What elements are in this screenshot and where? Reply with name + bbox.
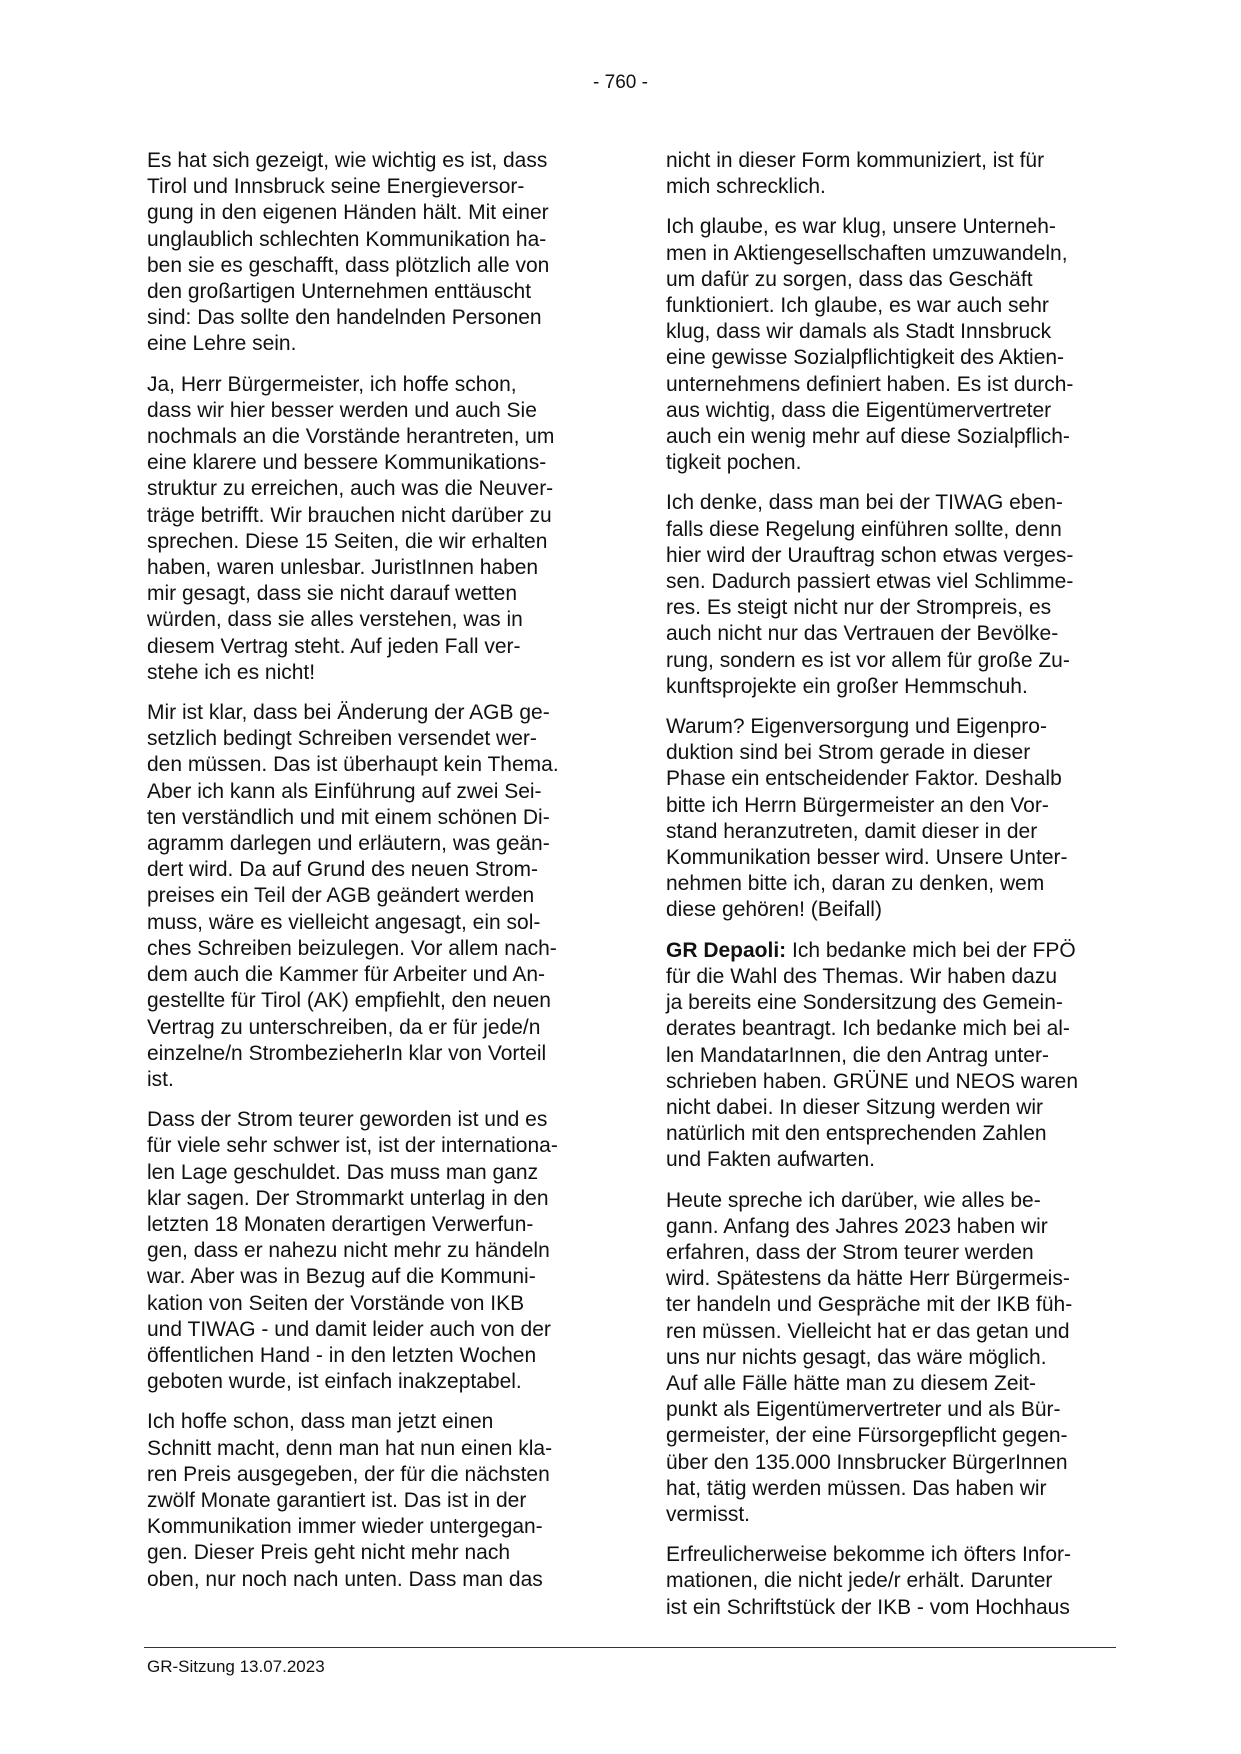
text-line: eine klarere und bessere Kommunikations- (147, 451, 547, 475)
text-line: Ja, Herr Bürgermeister, ich hoffe schon, (147, 372, 517, 396)
text-line: ben sie es geschafft, dass plötzlich alle von (147, 253, 550, 277)
text-line: kunftsprojekte ein großer Hemmschuh. (666, 674, 1028, 698)
text-line: schrieben haben. GRÜNE und NEOS waren (666, 1069, 1079, 1093)
text-line: agramm darlegen und erläutern, was geän- (147, 832, 550, 856)
text-line: war. Aber was in Bezug auf die Kommuni- (147, 1265, 536, 1289)
paragraph (147, 1107, 592, 1395)
text-line: muss, wäre es vielleicht angesagt, ein sol- (147, 910, 541, 934)
text-line: oben, nur noch nach unten. Dass man das (147, 1567, 543, 1591)
text-line: Vertrag zu unterschreiben, da er für jede/n (147, 1015, 541, 1039)
text-line: bitte ich Herrn Bürgermeister an den Vor- (666, 793, 1049, 817)
text-line: derates beantragt. Ich bedanke mich bei al- (666, 1017, 1070, 1041)
text-line: über den 135.000 Innsbrucker BürgerInnen (666, 1450, 1068, 1474)
text-line: Schnitt macht, denn man hat nun einen kla- (147, 1436, 553, 1460)
text-line: und Fakten aufwarten. (666, 1148, 875, 1172)
text-line: punkt als Eigentümervertreter und als Bür- (666, 1398, 1061, 1422)
text-line: diesem Vertrag steht. Auf jeden Fall ver- (147, 634, 521, 658)
text-line: hat, tätig werden müssen. Das haben wir (666, 1476, 1047, 1500)
text-line: unglaublich schlechten Kommunikation ha- (147, 227, 547, 251)
footer-divider (144, 1647, 1116, 1648)
text-line: stehe ich es nicht! (147, 660, 316, 684)
text-line: unternehmens definiert haben. Es ist durch- (666, 372, 1074, 396)
text-line: einzelne/n StrombezieherIn klar von Vorteil (147, 1041, 547, 1065)
text-line: vermisst. (666, 1502, 750, 1526)
text-line: Ich hoffe schon, dass man jetzt einen (147, 1410, 494, 1434)
text-line: dert wird. Da auf Grund des neuen Strom- (147, 858, 539, 882)
text-line: nicht in dieser Form kommuniziert, ist für (666, 149, 1045, 172)
text-line: mich schrecklich. (666, 175, 826, 199)
text-line: und TIWAG - und damit leider auch von der (147, 1317, 551, 1341)
text-line: Auf alle Fälle hätte man zu diesem Zeit- (666, 1371, 1037, 1395)
text-line: len MandatarInnen, die den Antrag unter- (666, 1043, 1049, 1067)
text-line: dass wir hier besser werden und auch Sie (147, 398, 537, 422)
text-line: nehmen bitte ich, daran zu denken, wem (666, 872, 1045, 896)
text-line: träge betrifft. Wir brauchen nicht darüber zu (147, 503, 552, 527)
paragraph (147, 700, 592, 1093)
text-line: den großartigen Unternehmen enttäuscht (147, 280, 532, 304)
text-line: auch nicht nur das Vertrauen der Bevölke- (666, 622, 1059, 646)
text-line: würden, dass sie alles verstehen, was in (147, 608, 523, 632)
text-line: sind: Das sollte den handelnden Personen (147, 306, 542, 330)
paragraph (666, 714, 1111, 924)
speech-first-line-text: Ich bedanke mich bei der FPÖ (786, 938, 1076, 962)
right-column (666, 148, 1111, 1635)
text-line: uns nur nichts gesagt, das wäre möglich. (666, 1345, 1047, 1369)
paragraph (666, 490, 1111, 700)
paragraph (666, 1188, 1111, 1529)
text-line: aus wichtig, dass die Eigentümervertreter (666, 398, 1052, 422)
text-line: Tirol und Innsbruck seine Energieversor- (147, 175, 525, 199)
text-line: dem auch die Kammer für Arbeiter und An- (147, 963, 546, 987)
text-line: klar sagen. Der Strommarkt unterlag in den (147, 1186, 549, 1210)
text-line: klug, dass wir damals als Stadt Innsbruck (666, 320, 1052, 344)
text-line: ja bereits eine Sondersitzung des Gemein- (666, 991, 1063, 1015)
text-line: Ich glaube, es war klug, unsere Unterneh- (666, 215, 1056, 239)
text-line: den müssen. Das ist überhaupt kein Thema. (147, 753, 559, 777)
text-line: gann. Anfang des Jahres 2023 haben wir (666, 1214, 1048, 1238)
paragraph (147, 148, 592, 358)
text-line: nicht dabei. In dieser Sitzung werden wir (666, 1095, 1044, 1119)
text-line: hier wird der Urauftrag schon etwas verges- (666, 543, 1074, 567)
text-line: Ich denke, dass man bei der TIWAG eben- (666, 491, 1063, 515)
text-line: ren müssen. Vielleicht hat er das getan und (666, 1319, 1070, 1343)
text-line: mir gesagt, dass sie nicht darauf wetten (147, 582, 518, 606)
text-line: gung in den eigenen Händen hält. Mit einer (147, 201, 549, 225)
text-line: duktion sind bei Strom gerade in dieser (666, 741, 1031, 765)
text-line: ten verständlich und mit einem schönen Di- (147, 805, 550, 829)
page-number: - 760 - (593, 72, 648, 93)
text-line: funktioniert. Ich glaube, es war auch sehr (666, 294, 1049, 318)
text-line: gen. Dieser Preis geht nicht mehr nach (147, 1541, 511, 1565)
text-line: erfahren, dass der Strom teurer werden (666, 1240, 1034, 1264)
speech-paragraph (666, 938, 1111, 1174)
text-line: Warum? Eigenversorgung und Eigenpro- (666, 715, 1047, 739)
text-line: für viele sehr schwer ist, ist der internationa- (147, 1134, 558, 1158)
text-line: geboten wurde, ist einfach inakzeptabel. (147, 1370, 522, 1394)
text-line: Heute spreche ich darüber, wie alles be- (666, 1188, 1041, 1212)
text-line: len Lage geschuldet. Das muss man ganz (147, 1160, 539, 1184)
text-line: nochmals an die Vorstände herantreten, um (147, 425, 555, 449)
paragraph (147, 1409, 592, 1592)
text-line: Kommunikation immer wieder untergegan- (147, 1515, 543, 1539)
text-line: letzten 18 Monaten derartigen Verwerfun- (147, 1212, 534, 1236)
text-line: setzlich bedingt Schreiben versendet wer- (147, 727, 537, 751)
speech-first-line (666, 938, 1111, 964)
text-line: zwölf Monate garantiert ist. Das ist in der (147, 1488, 527, 1512)
speaker-name: GR Depaoli: (666, 938, 787, 962)
text-line: für die Wahl des Themas. Wir haben dazu (666, 964, 1058, 988)
text-line: eine gewisse Sozialpflichtigkeit des Aktien- (666, 346, 1065, 370)
text-line: stand heranzutreten, damit dieser in der (666, 819, 1038, 843)
text-line: germeister, der eine Fürsorgepflicht gegen- (666, 1424, 1068, 1448)
text-line: gestellte für Tirol (AK) empfiehlt, den neuen (147, 989, 551, 1013)
text-line: auch ein wenig mehr auf diese Sozialpflich- (666, 425, 1070, 449)
text-line: Kommunikation besser wird. Unsere Unter- (666, 846, 1068, 870)
text-line: Dass der Strom teurer geworden ist und es (147, 1108, 548, 1132)
text-line: Es hat sich gezeigt, wie wichtig es ist, dass (147, 149, 548, 172)
text-line: Phase ein entscheidender Faktor. Deshalb (666, 767, 1062, 791)
left-column (147, 148, 592, 1607)
text-line: wird. Spätestens da hätte Herr Bürgermeis- (666, 1267, 1070, 1291)
text-line: res. Es steigt nicht nur der Strompreis, es (666, 596, 1052, 620)
text-line: sen. Dadurch passiert etwas viel Schlimme- (666, 570, 1074, 594)
text-line: sprechen. Diese 15 Seiten, die wir erhalten (147, 529, 548, 553)
text-line: ist ein Schriftstück der IKB - vom Hochhaus (666, 1595, 1070, 1619)
text-line: diese gehören! (Beifall) (666, 898, 882, 922)
right-column-bottom (666, 1188, 1111, 1621)
paragraph (666, 148, 1111, 200)
right-column-top (666, 148, 1111, 924)
text-line: kation von Seiten der Vorstände von IKB (147, 1291, 525, 1315)
text-line: haben, waren unlesbar. JuristInnen haben (147, 556, 539, 580)
text-line: eine Lehre sein. (147, 332, 297, 356)
text-line: men in Aktiengesellschaften umzuwandeln, (666, 241, 1068, 265)
text-line: Erfreulicherweise bekomme ich öfters Infor- (666, 1543, 1071, 1567)
text-line: ter handeln und Gespräche mit der IKB füh- (666, 1293, 1073, 1317)
text-line: öffentlichen Hand - in den letzten Wochen (147, 1343, 537, 1367)
text-line: ches Schreiben beizulegen. Vor allem nach- (147, 936, 557, 960)
text-line: tigkeit pochen. (666, 451, 802, 475)
text-line: ren Preis ausgegeben, der für die nächsten (147, 1462, 550, 1486)
text-line: falls diese Regelung einführen sollte, denn (666, 517, 1062, 541)
text-line: ist. (147, 1067, 174, 1091)
text-line: struktur zu erreichen, auch was die Neuver- (147, 477, 554, 501)
paragraph (147, 372, 592, 686)
text-line: gen, dass er nahezu nicht mehr zu händeln (147, 1239, 550, 1263)
text-line: rung, sondern es ist vor allem für große Zu- (666, 648, 1070, 672)
footer-session-date: GR-Sitzung 13.07.2023 (147, 1657, 325, 1676)
text-line: Aber ich kann als Einführung auf zwei Sei- (147, 779, 542, 803)
text-line: Mir ist klar, dass bei Änderung der AGB ge- (147, 701, 550, 725)
text-line: natürlich mit den entsprechenden Zahlen (666, 1122, 1047, 1146)
text-line: um dafür zu sorgen, dass das Geschäft (666, 267, 1033, 291)
paragraph (666, 214, 1111, 476)
text-line: mationen, die nicht jede/r erhält. Darunter (666, 1569, 1053, 1593)
paragraph (666, 1542, 1111, 1621)
text-line: preises ein Teil der AGB geändert werden (147, 884, 535, 908)
